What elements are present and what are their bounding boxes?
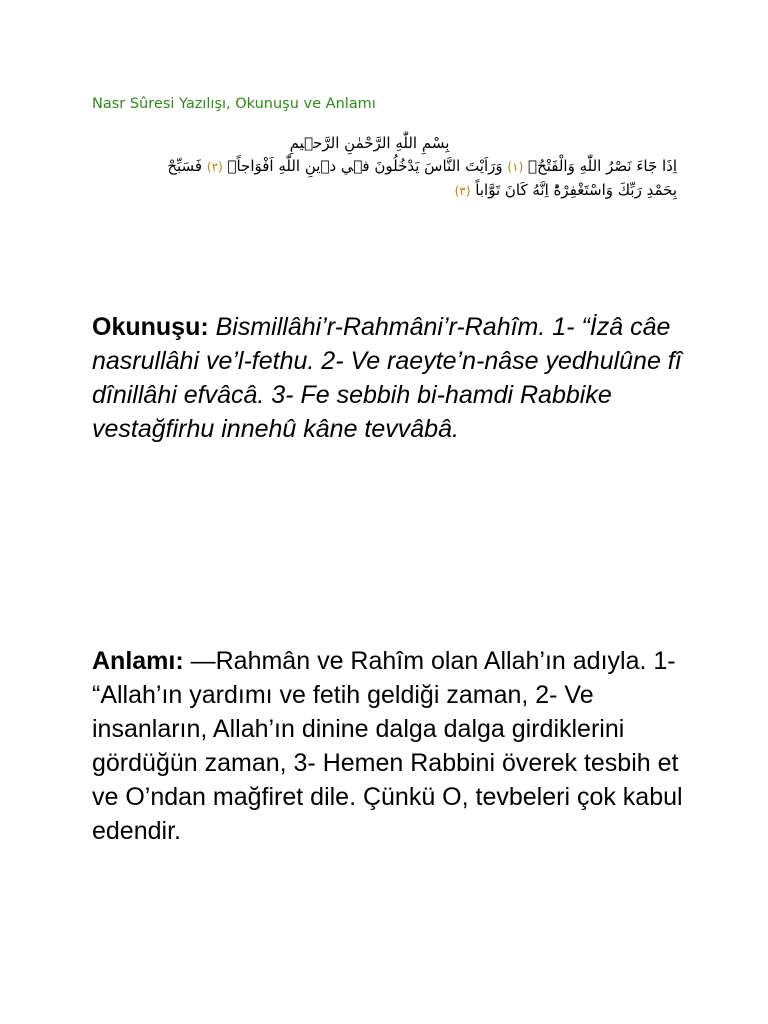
arabic-verse-3-end: بِحَمْدِ رَبِّكَ وَاسْتَغْفِرْهُؕ اِنَّهُ كَانَ تَوَّاباً [475, 181, 677, 199]
ayah-number-1: (١) [507, 160, 524, 174]
arabic-basmala: بِسْمِ اللّٰهِ الرَّحْمٰنِ الرَّح۪يمِ [289, 134, 450, 152]
ayah-number-2: (٢) [206, 160, 223, 174]
okunusu-label: Okunuşu: [92, 313, 216, 341]
okunusu-text: Bismillâhi’r-Rahmâni’r-Rahîm. 1- “İzâ câe nasrullâhi ve’l-fethu. 2- Ve raeyte’n-nâse yedhulûne fî dînillâhi efvâcâ. 3- Fe sebbih bi-hamdi Rabbike vestağfirhu innehû kâne tevvâbâ. [92, 313, 682, 443]
arabic-line-1 [92, 154, 677, 178]
anlami-text: —Rahmân ve Rahîm olan Allah’ın adıyla. 1- “Allah’ın yardımı ve fetih geldiği zaman, 2- Ve insanların, Allah’ın dinine dalga dalga girdiklerini gördüğün zaman, 3- Hemen Rabbini överek tesbih et ve O’ndan mağfiret dile. Çünkü O, tevbeleri çok kabul edendir. [92, 647, 683, 845]
okunusu-paragraph [92, 310, 692, 446]
arabic-line-2 [92, 178, 677, 202]
anlami-label: Anlamı: [92, 647, 191, 675]
arabic-verse-1: اِذَا جَٓاءَ نَصْرُ اللّٰهِ وَالْفَتْحُۙ [528, 157, 677, 175]
arabic-verse-3-start: فَسَبِّحْ [167, 157, 203, 175]
arabic-verse-2: وَرَاَيْتَ النَّاسَ يَدْخُلُونَ ف۪ي د۪ينِ اللّٰهِ اَفْوَاجاًۙ [227, 157, 503, 175]
page-heading: Nasr Sûresi Yazılışı, Okunuşu ve Anlamı [92, 96, 376, 112]
arabic-text-block [92, 132, 677, 202]
anlami-paragraph [92, 644, 692, 848]
ayah-number-3: (٣) [454, 184, 471, 198]
